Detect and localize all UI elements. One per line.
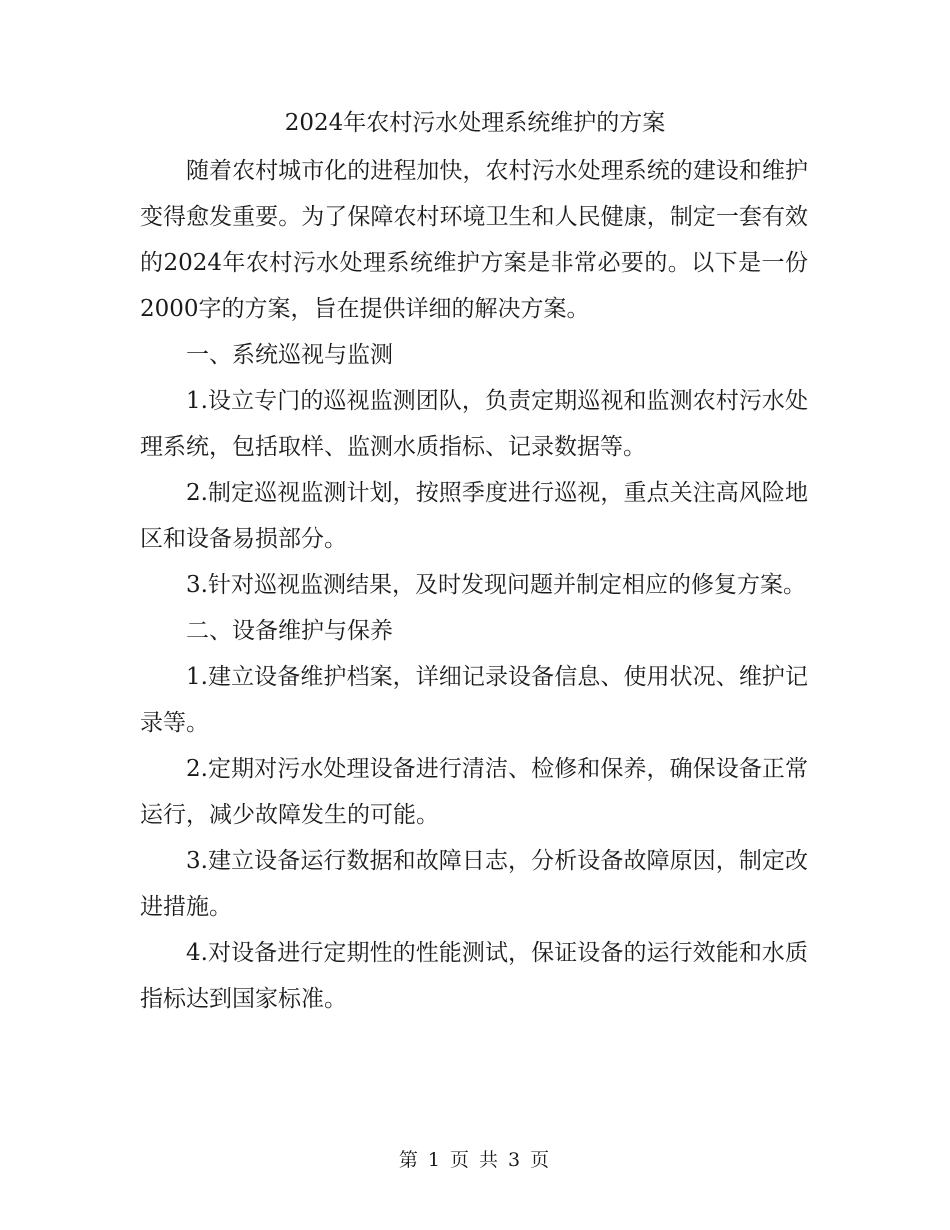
document-body: [140, 148, 808, 1022]
intro-paragraph: 随着农村城市化的进程加快，农村污水处理系统的建设和维护变得愈发重要。为了保障农村环境卫生和人民健康，制定一套有效的2024年农村污水处理系统维护方案是非常必要的。以下是一份2000字的方案，旨在提供详细的解决方案。: [140, 158, 808, 322]
section-heading-maintenance: 二、设备维护与保养: [186, 618, 393, 644]
list-item: 2.制定巡视监测计划，按照季度进行巡视，重点关注高风险地区和设备易损部分。: [140, 480, 808, 552]
page-number-footer: 第 1 页 共 3 页: [398, 1149, 552, 1171]
list-item: 1.建立设备维护档案，详细记录设备信息、使用状况、维护记录等。: [140, 664, 808, 736]
list-item: 2.定期对污水处理设备进行清洁、检修和保养，确保设备正常运行，减少故障发生的可能。: [140, 756, 808, 828]
document-title: 2024年农村污水处理系统维护的方案: [284, 110, 666, 136]
list-item: 3.建立设备运行数据和故障日志，分析设备故障原因，制定改进措施。: [140, 848, 808, 920]
list-item: 1.设立专门的巡视监测团队，负责定期巡视和监测农村污水处理系统，包括取样、监测水质指标、记录数据等。: [140, 388, 808, 460]
list-item: 3.针对巡视监测结果，及时发现问题并制定相应的修复方案。: [186, 572, 806, 598]
section-heading-inspection: 一、系统巡视与监测: [186, 342, 393, 368]
list-item: 4.对设备进行定期性的性能测试，保证设备的运行效能和水质指标达到国家标准。: [140, 940, 808, 1012]
